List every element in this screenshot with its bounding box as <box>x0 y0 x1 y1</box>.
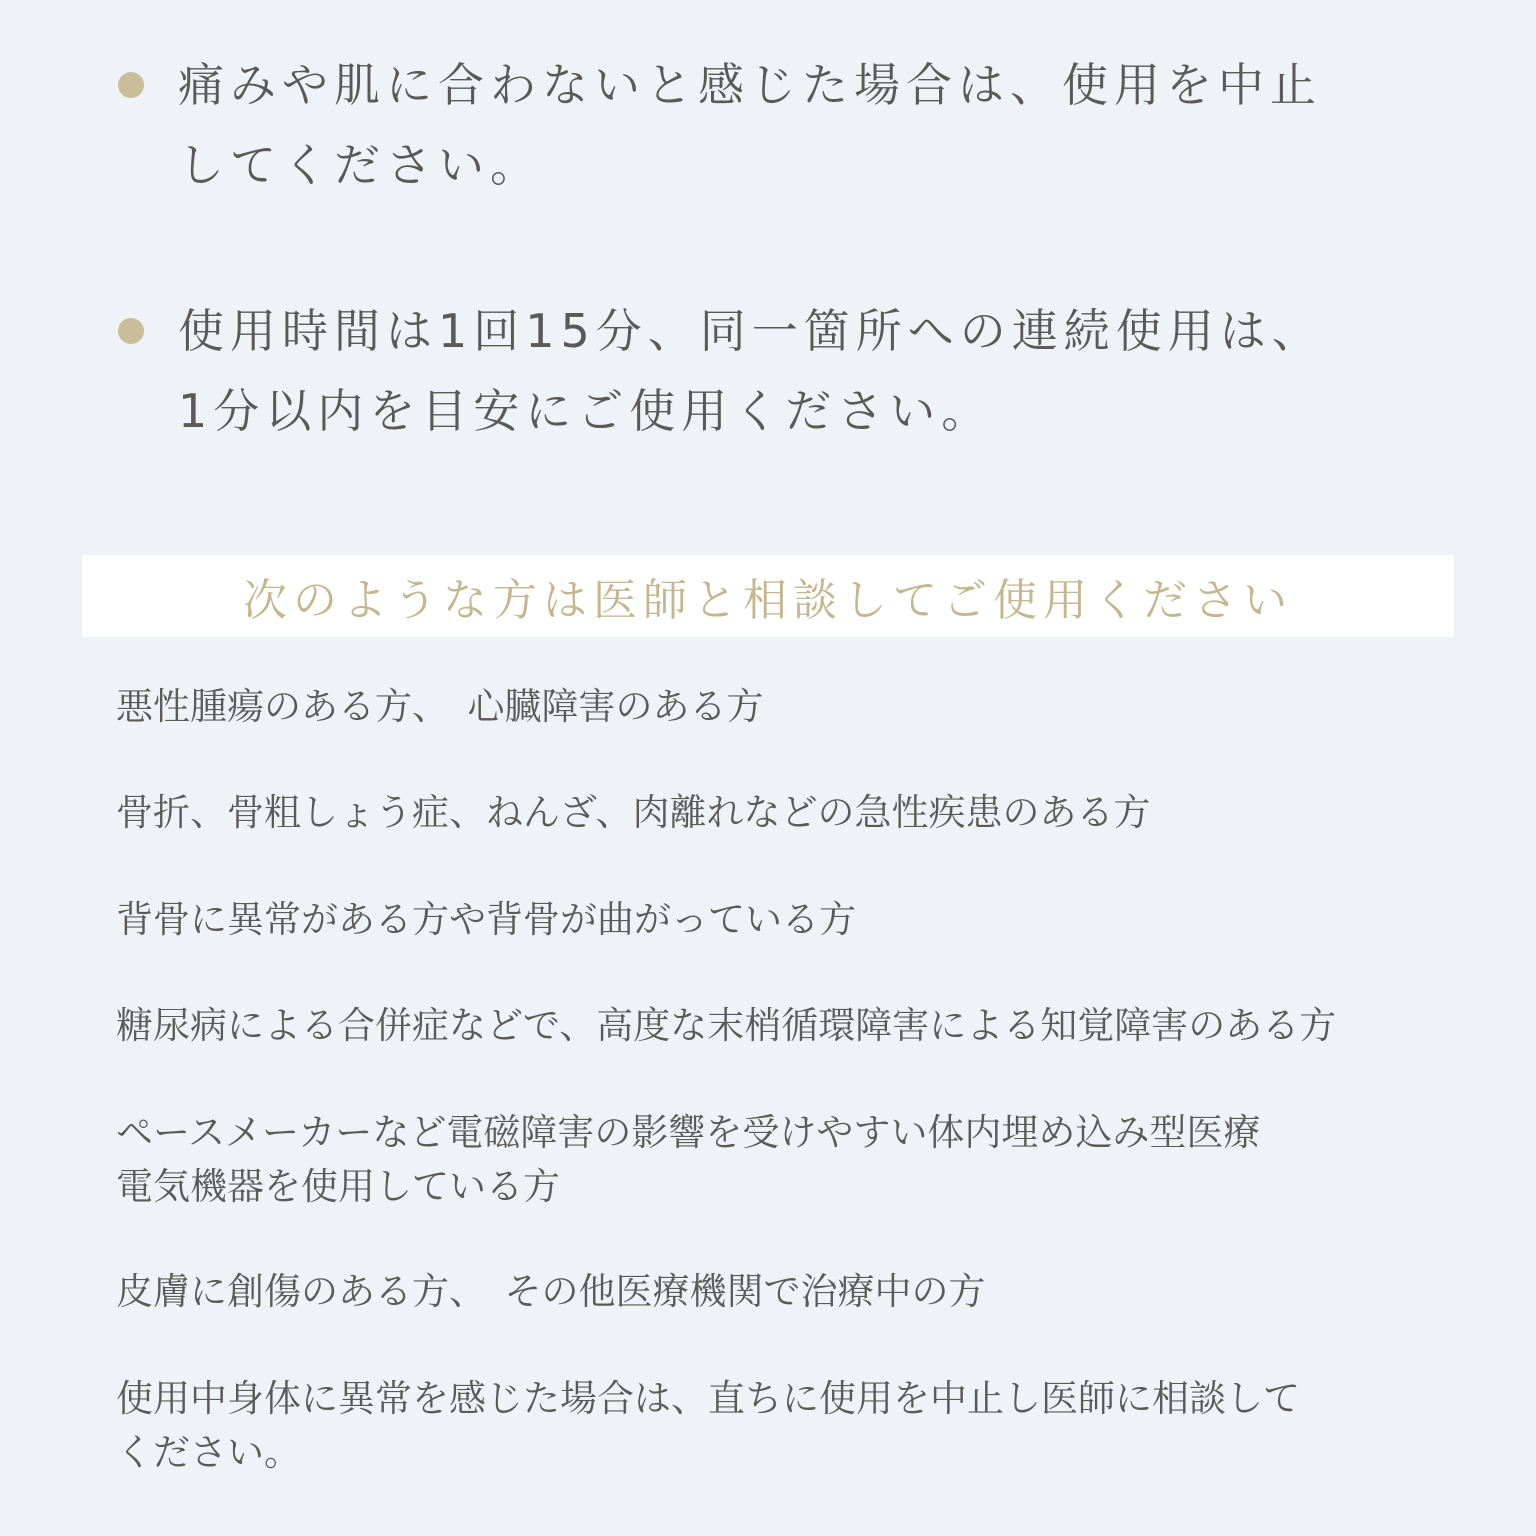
condition-text: 悪性腫瘍のある方、 心臓障害のある方 <box>116 685 764 728</box>
notice-title: 次のような方は医師と相談してご使用ください <box>243 575 1293 626</box>
bullet-dot-icon <box>118 72 144 98</box>
condition-item-3 <box>116 893 1436 947</box>
condition-text: 骨折、骨粗しょう症、ねんざ、肉離れなどの急性疾患のある方 <box>116 791 1151 834</box>
condition-text-line-1: 使用中身体に異常を感じた場合は、直ちに使用を中止し医師に相談して <box>116 1377 1300 1420</box>
condition-item-4 <box>116 999 1436 1053</box>
condition-item-1 <box>116 680 1436 734</box>
condition-item-7 <box>116 1372 1436 1480</box>
condition-text: 糖尿病による合併症などで、高度な末梢循環障害による知覚障害のある方 <box>116 1004 1337 1047</box>
condition-text-line-2: 電気機器を使用している方 <box>116 1165 560 1208</box>
caution-text-2-line-2: 1分以内を目安にご使用ください。 <box>178 384 994 438</box>
condition-text: 皮膚に創傷のある方、 その他医療機関で治療中の方 <box>116 1270 986 1313</box>
condition-text-line-2: ください。 <box>116 1431 301 1474</box>
notice-banner <box>82 555 1454 637</box>
caution-text-2-line-1: 使用時間は1回15分、同一箇所への連続使用は、 <box>178 304 1324 358</box>
condition-item-6 <box>116 1265 1436 1319</box>
condition-text-line-1: ペースメーカーなど電磁障害の影響を受けやすい体内埋め込み型医療 <box>116 1111 1261 1154</box>
bullet-dot-icon <box>118 318 144 344</box>
condition-text: 背骨に異常がある方や背骨が曲がっている方 <box>116 898 856 941</box>
caution-text-1-line-1: 痛みや肌に合わないと感じた場合は、使用を中止 <box>178 58 1322 112</box>
caution-text-1-line-2: してください。 <box>178 138 542 192</box>
condition-item-5 <box>116 1106 1436 1214</box>
condition-item-2 <box>116 786 1436 840</box>
